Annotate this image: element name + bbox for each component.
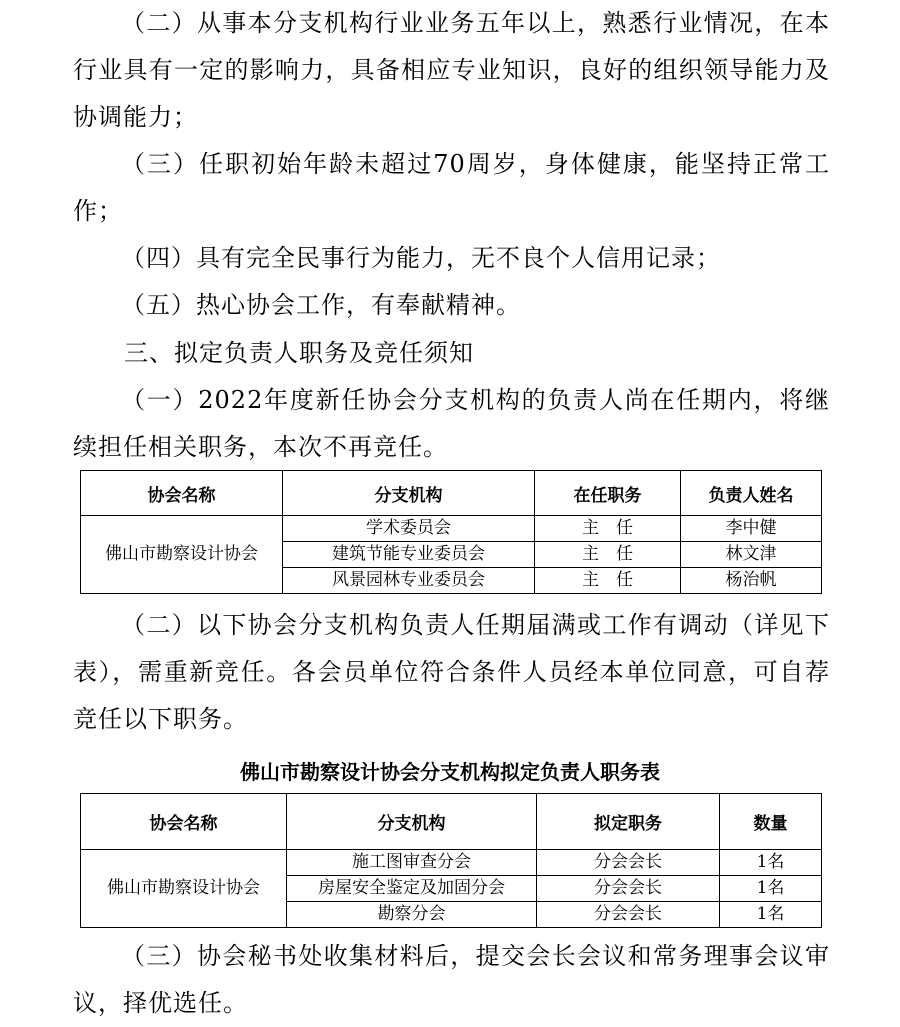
- position-cell: 主 任: [535, 542, 681, 568]
- branch-cell: 建筑节能专业委员会: [283, 542, 535, 568]
- count-cell: 1名: [720, 902, 822, 928]
- position-cell: 主 任: [535, 568, 681, 594]
- position-cell: 分会会长: [537, 902, 720, 928]
- table-title: 佛山市勘察设计协会分支机构拟定负责人职务表: [240, 760, 660, 784]
- branch-cell: 房屋安全鉴定及加固分会: [287, 876, 537, 902]
- table-header-row: [81, 794, 822, 850]
- paragraph-requirement-2: （二）从事本分支机构行业业务五年以上，熟悉行业情况，在本行业具有一定的影响力，具备相应专业知识，良好的组织领导能力及协调能力；: [73, 9, 830, 131]
- header-branch: 分支机构: [287, 794, 537, 850]
- proposed-positions-table: [80, 793, 822, 928]
- paragraph-requirement-4: （四）具有完全民事行为能力，无不良个人信用记录；: [121, 244, 721, 272]
- branch-cell: 施工图审查分会: [287, 850, 537, 876]
- leader-name-cell: 杨治帆: [681, 568, 822, 594]
- position-cell: 主 任: [535, 516, 681, 542]
- header-position: 在任职务: [535, 471, 681, 516]
- count-cell: 1名: [720, 876, 822, 902]
- header-leader-name: 负责人姓名: [681, 471, 822, 516]
- association-cell: 佛山市勘察设计协会: [81, 516, 283, 594]
- leader-name-cell: 林文津: [681, 542, 822, 568]
- branch-cell: 勘察分会: [287, 902, 537, 928]
- paragraph-requirement-3: （三）任职初始年龄未超过70周岁，身体健康，能坚持正常工作；: [73, 150, 830, 225]
- paragraph-notice-3: （三）协会秘书处收集材料后，提交会长会议和常务理事会议审议，择优选任。: [73, 942, 830, 1017]
- header-association: 协会名称: [81, 471, 283, 516]
- branch-cell: 学术委员会: [283, 516, 535, 542]
- position-cell: 分会会长: [537, 876, 720, 902]
- branch-cell: 风景园林专业委员会: [283, 568, 535, 594]
- section-heading: 三、拟定负责人职务及竞任须知: [124, 339, 474, 367]
- position-cell: 分会会长: [537, 850, 720, 876]
- header-proposed-position: 拟定职务: [537, 794, 720, 850]
- paragraph-notice-1: （一）2022年度新任协会分支机构的负责人尚在任期内，将继续担任相关职务，本次不再竞任。: [73, 386, 830, 461]
- table-header-row: [81, 471, 822, 516]
- table-row: [81, 516, 822, 542]
- header-count: 数量: [720, 794, 822, 850]
- leader-name-cell: 李中健: [681, 516, 822, 542]
- header-association: 协会名称: [81, 794, 287, 850]
- table-row: [81, 850, 822, 876]
- association-cell: 佛山市勘察设计协会: [81, 850, 287, 928]
- paragraph-notice-2: （二）以下协会分支机构负责人任期届满或工作有调动（详见下表），需重新竞任。各会员单位符合条件人员经本单位同意，可自荐竞任以下职务。: [73, 611, 830, 733]
- header-branch: 分支机构: [283, 471, 535, 516]
- current-leaders-table: [80, 470, 822, 594]
- paragraph-requirement-5: （五）热心协会工作，有奉献精神。: [121, 291, 521, 319]
- count-cell: 1名: [720, 850, 822, 876]
